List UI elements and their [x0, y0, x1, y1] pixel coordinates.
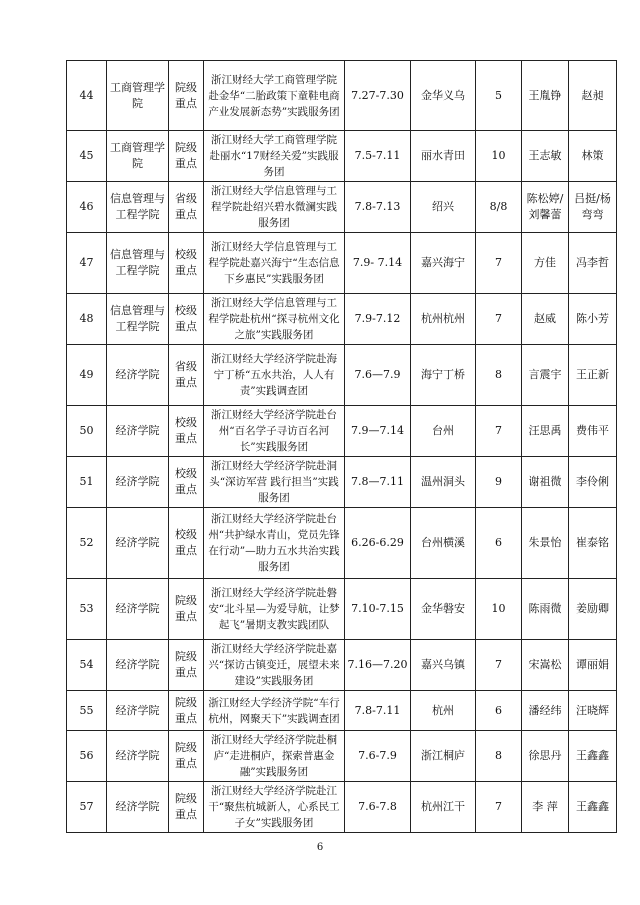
college-name-cell — [107, 508, 169, 579]
team-leader: 言震宇 — [528, 368, 562, 381]
project-title-cell — [204, 233, 345, 294]
team-leader-cell — [522, 731, 569, 782]
project-dates: 7.9- 7.14 — [352, 256, 403, 269]
row-number: 52 — [79, 536, 94, 549]
advisor-teacher: 林策 — [581, 149, 604, 162]
project-level: 校级重点 — [175, 248, 197, 277]
advisor-teacher-cell — [569, 294, 617, 345]
project-dates: 7.6—7.9 — [354, 368, 401, 381]
project-level-cell — [169, 233, 204, 294]
advisor-teacher-cell — [569, 131, 617, 182]
college-name: 经济学院 — [115, 368, 160, 381]
member-count-cell — [476, 61, 522, 131]
project-location-cell — [411, 508, 476, 579]
project-level: 院级重点 — [175, 80, 197, 110]
project-location: 丽水青田 — [421, 149, 465, 162]
project-location: 嘉兴乌镇 — [421, 658, 465, 671]
project-location: 金华磐安 — [421, 602, 465, 615]
project-location-cell — [411, 406, 476, 457]
row-number-cell — [67, 640, 107, 691]
advisor-teacher: 王鑫鑫 — [576, 800, 609, 813]
row-number-cell — [67, 508, 107, 579]
project-dates: 7.5-7.11 — [354, 149, 401, 162]
project-dates: 7.8—7.11 — [351, 475, 404, 488]
project-location: 金华义乌 — [421, 88, 465, 102]
member-count: 8/8 — [489, 200, 508, 213]
project-title: 浙江财经大学工商管理学院赴丽水“17财经关爱”实践服务团 — [209, 134, 339, 178]
college-name: 信息管理与工程学院 — [110, 248, 165, 277]
table-row — [67, 182, 617, 233]
project-location: 温州洞头 — [421, 475, 465, 488]
row-number: 51 — [79, 475, 94, 488]
project-location: 杭州杭州 — [421, 312, 465, 325]
row-number-cell — [67, 579, 107, 640]
row-number: 50 — [79, 424, 94, 437]
project-level-cell — [169, 457, 204, 508]
project-title: 浙江财经大学经济学院赴桐庐“走进桐庐，探索普惠金融”实践服务团 — [211, 734, 337, 778]
table-row — [67, 731, 617, 782]
member-count-cell — [476, 294, 522, 345]
row-number: 46 — [79, 200, 94, 213]
project-location: 杭州 — [432, 703, 454, 717]
project-level: 院级重点 — [175, 695, 197, 725]
row-number-cell — [67, 457, 107, 508]
table-row — [67, 508, 617, 579]
project-title-cell — [204, 294, 345, 345]
college-name-cell — [107, 61, 169, 131]
project-level-cell — [169, 61, 204, 131]
project-title-cell — [204, 782, 345, 833]
member-count-cell — [476, 579, 522, 640]
project-dates-cell — [345, 579, 411, 640]
team-leader-cell — [522, 457, 569, 508]
row-number: 55 — [79, 703, 94, 717]
project-location: 杭州江干 — [421, 800, 465, 813]
member-count: 10 — [491, 602, 506, 615]
project-dates-cell — [345, 294, 411, 345]
row-number-cell — [67, 131, 107, 182]
team-leader-cell — [522, 406, 569, 457]
row-number-cell — [67, 691, 107, 731]
project-title-cell — [204, 345, 345, 406]
project-table — [66, 60, 617, 833]
project-title-cell — [204, 131, 345, 182]
project-location-cell — [411, 731, 476, 782]
project-location-cell — [411, 782, 476, 833]
team-leader-cell — [522, 640, 569, 691]
team-leader-cell — [522, 233, 569, 294]
project-title-cell — [204, 508, 345, 579]
table-row — [67, 406, 617, 457]
row-number-cell — [67, 782, 107, 833]
project-level-cell — [169, 131, 204, 182]
advisor-teacher: 李伶俐 — [576, 475, 609, 488]
team-leader: 潘经纬 — [528, 703, 562, 717]
project-location: 绍兴 — [432, 200, 454, 213]
project-title-cell — [204, 731, 345, 782]
advisor-teacher-cell — [569, 345, 617, 406]
project-level: 院级重点 — [175, 650, 197, 679]
college-name-cell — [107, 294, 169, 345]
project-title-cell — [204, 579, 345, 640]
project-dates-cell — [345, 782, 411, 833]
table-body — [67, 61, 617, 833]
college-name: 经济学院 — [115, 800, 160, 813]
project-title-cell — [204, 691, 345, 731]
project-dates: 7.6-7.9 — [358, 749, 397, 762]
project-dates-cell — [345, 182, 411, 233]
member-count-cell — [476, 233, 522, 294]
project-location: 台州 — [432, 424, 454, 437]
advisor-teacher: 姜励卿 — [576, 602, 609, 615]
project-level: 校级重点 — [175, 304, 197, 333]
college-name: 经济学院 — [115, 658, 160, 671]
project-dates: 7.8-7.11 — [354, 703, 401, 717]
page-number: 6 — [316, 842, 324, 853]
member-count-cell — [476, 457, 522, 508]
project-dates-cell — [345, 131, 411, 182]
project-location-cell — [411, 233, 476, 294]
project-title: 浙江财经大学经济学院赴海宁丁桥“五水共治，人人有责”实践调查团 — [211, 353, 337, 397]
project-dates-cell — [345, 508, 411, 579]
table-row — [67, 233, 617, 294]
advisor-teacher-cell — [569, 640, 617, 691]
member-count: 7 — [495, 312, 502, 325]
member-count-cell — [476, 782, 522, 833]
member-count: 10 — [491, 149, 506, 162]
table-row — [67, 61, 617, 131]
project-title: 浙江财经大学经济学院赴嘉兴“探访古镇变迁，展望未来建设”实践服务团 — [208, 643, 340, 687]
project-location-cell — [411, 457, 476, 508]
team-leader-cell — [522, 782, 569, 833]
college-name-cell — [107, 579, 169, 640]
project-level-cell — [169, 691, 204, 731]
team-leader-cell — [522, 579, 569, 640]
project-title: 浙江财经大学信息管理与工程学院赴绍兴碧水微澜实践服务团 — [211, 185, 337, 229]
project-level-cell — [169, 294, 204, 345]
college-name: 工商管理学院 — [110, 80, 165, 110]
project-level: 院级重点 — [175, 792, 197, 821]
college-name-cell — [107, 131, 169, 182]
project-title: 浙江财经大学信息管理与工程学院赴嘉兴海宁“生态信息下乡惠民”实践服务团 — [208, 241, 340, 285]
project-level: 院级重点 — [175, 141, 197, 170]
advisor-teacher: 费伟平 — [576, 424, 609, 437]
project-dates-cell — [345, 457, 411, 508]
member-count: 9 — [495, 475, 502, 488]
project-dates: 7.6-7.8 — [358, 800, 397, 813]
project-title: 浙江财经大学经济学院赴磐安“北斗星—为爱导航，让梦起飞”暑期支教实践团队 — [208, 587, 340, 631]
table-row — [67, 345, 617, 406]
member-count: 8 — [495, 749, 502, 762]
project-title-cell — [204, 406, 345, 457]
team-leader: 王胤铮 — [528, 88, 562, 102]
project-level: 校级重点 — [175, 416, 197, 445]
member-count: 5 — [495, 88, 502, 102]
table-row — [67, 131, 617, 182]
member-count: 7 — [495, 800, 502, 813]
college-name: 经济学院 — [115, 536, 160, 549]
member-count: 7 — [495, 658, 502, 671]
project-location-cell — [411, 294, 476, 345]
member-count: 8 — [495, 368, 502, 381]
college-name: 工商管理学院 — [110, 141, 165, 170]
team-leader-cell — [522, 182, 569, 233]
team-leader: 汪思禹 — [528, 424, 562, 437]
row-number-cell — [67, 182, 107, 233]
project-title: 浙江财经大学工商管理学院赴金华“二胎政策下童鞋电商产业发展新态势”实践服务团 — [208, 73, 340, 118]
table-row — [67, 294, 617, 345]
project-location: 海宁丁桥 — [421, 368, 465, 381]
project-dates-cell — [345, 406, 411, 457]
project-dates-cell — [345, 691, 411, 731]
team-leader: 宋嵩松 — [528, 658, 562, 671]
project-level: 省级重点 — [175, 192, 197, 221]
row-number-cell — [67, 233, 107, 294]
team-leader-cell — [522, 294, 569, 345]
team-leader-cell — [522, 508, 569, 579]
project-location-cell — [411, 182, 476, 233]
team-leader-cell — [522, 61, 569, 131]
team-leader: 陈雨微 — [528, 602, 562, 615]
project-title: 浙江财经大学经济学院赴江干“聚焦杭城新人，心系民工子女”实践服务团 — [208, 785, 340, 829]
member-count: 7 — [495, 256, 502, 269]
project-dates: 7.16—7.20 — [347, 658, 408, 671]
college-name-cell — [107, 691, 169, 731]
project-level-cell — [169, 782, 204, 833]
table-row — [67, 691, 617, 731]
college-name-cell — [107, 782, 169, 833]
college-name: 经济学院 — [115, 703, 160, 717]
row-number-cell — [67, 345, 107, 406]
row-number-cell — [67, 61, 107, 131]
project-level-cell — [169, 579, 204, 640]
project-level: 院级重点 — [175, 741, 197, 770]
advisor-teacher-cell — [569, 731, 617, 782]
advisor-teacher-cell — [569, 406, 617, 457]
college-name: 经济学院 — [115, 749, 160, 762]
team-leader-cell — [522, 691, 569, 731]
college-name-cell — [107, 233, 169, 294]
project-level: 校级重点 — [175, 528, 197, 557]
project-location: 嘉兴海宁 — [421, 256, 465, 269]
team-leader: 陈松婷/刘馨蕾 — [526, 192, 564, 221]
team-leader: 朱景怡 — [528, 536, 562, 549]
member-count-cell — [476, 182, 522, 233]
member-count-cell — [476, 731, 522, 782]
project-dates-cell — [345, 345, 411, 406]
table-row — [67, 782, 617, 833]
project-dates: 6.26-6.29 — [351, 536, 404, 549]
advisor-teacher: 谭丽娟 — [576, 658, 609, 671]
team-leader: 谢祖微 — [528, 475, 562, 488]
college-name-cell — [107, 457, 169, 508]
project-title-cell — [204, 457, 345, 508]
project-level: 院级重点 — [175, 594, 197, 623]
team-leader-cell — [522, 345, 569, 406]
row-number: 49 — [79, 368, 94, 381]
advisor-teacher: 崔泰铭 — [576, 536, 609, 549]
table-row — [67, 457, 617, 508]
project-dates: 7.10-7.15 — [351, 602, 404, 615]
project-title: 浙江财经大学经济学院“车行杭州，网聚天下”实践调查团 — [208, 696, 340, 725]
advisor-teacher: 汪晓辉 — [576, 703, 609, 717]
project-level-cell — [169, 182, 204, 233]
project-title-cell — [204, 61, 345, 131]
college-name: 信息管理与工程学院 — [110, 192, 165, 221]
college-name-cell — [107, 182, 169, 233]
row-number-cell — [67, 294, 107, 345]
advisor-teacher: 王正新 — [576, 368, 609, 381]
advisor-teacher-cell — [569, 61, 617, 131]
college-name: 经济学院 — [115, 475, 160, 488]
team-leader: 王志敏 — [528, 149, 562, 162]
row-number: 48 — [79, 312, 94, 325]
table-row — [67, 579, 617, 640]
project-dates-cell — [345, 640, 411, 691]
row-number: 47 — [79, 256, 94, 269]
member-count: 7 — [495, 424, 502, 437]
advisor-teacher: 王鑫鑫 — [576, 749, 609, 762]
project-dates: 7.9—7.14 — [351, 424, 404, 437]
advisor-teacher: 吕挺/杨弯弯 — [574, 192, 611, 221]
college-name-cell — [107, 406, 169, 457]
member-count-cell — [476, 640, 522, 691]
row-number-cell — [67, 731, 107, 782]
college-name-cell — [107, 731, 169, 782]
project-level-cell — [169, 640, 204, 691]
member-count-cell — [476, 406, 522, 457]
member-count: 6 — [495, 703, 502, 717]
project-location: 浙江桐庐 — [421, 749, 465, 762]
team-leader: 徐思丹 — [528, 749, 562, 762]
team-leader-cell — [522, 131, 569, 182]
row-number: 57 — [79, 800, 94, 813]
member-count-cell — [476, 345, 522, 406]
project-title: 浙江财经大学经济学院赴台州“百名学子寻访百名河长”实践服务团 — [211, 409, 337, 453]
row-number: 45 — [79, 149, 94, 162]
project-title: 浙江财经大学信息管理与工程学院赴杭州“探寻杭州文化之旅”实践服务团 — [208, 297, 340, 341]
advisor-teacher-cell — [569, 457, 617, 508]
table-row — [67, 640, 617, 691]
college-name: 经济学院 — [115, 602, 160, 615]
college-name: 信息管理与工程学院 — [110, 304, 165, 333]
member-count-cell — [476, 131, 522, 182]
advisor-teacher-cell — [569, 579, 617, 640]
project-level-cell — [169, 508, 204, 579]
team-leader: 李 萍 — [532, 800, 558, 813]
project-dates: 7.27-7.30 — [351, 88, 404, 102]
project-dates-cell — [345, 731, 411, 782]
member-count-cell — [476, 691, 522, 731]
project-dates: 7.8-7.13 — [354, 200, 401, 213]
project-level: 省级重点 — [175, 360, 197, 389]
advisor-teacher-cell — [569, 233, 617, 294]
row-number: 44 — [79, 88, 94, 102]
project-level: 校级重点 — [175, 467, 197, 496]
project-level-cell — [169, 345, 204, 406]
project-location-cell — [411, 691, 476, 731]
row-number-cell — [67, 406, 107, 457]
project-title-cell — [204, 640, 345, 691]
member-count: 6 — [495, 536, 502, 549]
project-level-cell — [169, 406, 204, 457]
team-leader: 赵威 — [534, 312, 556, 325]
row-number: 54 — [79, 658, 94, 671]
project-location-cell — [411, 640, 476, 691]
project-location: 台州横溪 — [421, 536, 465, 549]
advisor-teacher-cell — [569, 508, 617, 579]
college-name-cell — [107, 345, 169, 406]
college-name-cell — [107, 640, 169, 691]
advisor-teacher: 陈小芳 — [576, 312, 609, 325]
project-level-cell — [169, 731, 204, 782]
college-name: 经济学院 — [115, 424, 160, 437]
project-table-wrapper — [66, 60, 616, 833]
row-number: 56 — [79, 749, 94, 762]
project-location-cell — [411, 345, 476, 406]
member-count-cell — [476, 508, 522, 579]
project-dates: 7.9-7.12 — [354, 312, 401, 325]
advisor-teacher-cell — [569, 691, 617, 731]
advisor-teacher-cell — [569, 182, 617, 233]
project-title: 浙江财经大学经济学院赴台州“共护绿水青山，党员先锋在行动”—助力五水共治实践服务团 — [208, 513, 340, 573]
row-number: 53 — [79, 602, 94, 615]
project-location-cell — [411, 131, 476, 182]
project-location-cell — [411, 579, 476, 640]
team-leader: 方佳 — [534, 256, 556, 269]
advisor-teacher: 冯李哲 — [576, 256, 609, 269]
project-location-cell — [411, 61, 476, 131]
project-title: 浙江财经大学经济学院赴洞头“深访军营 践行担当”实践服务团 — [209, 460, 339, 504]
project-dates-cell — [345, 61, 411, 131]
project-dates-cell — [345, 233, 411, 294]
advisor-teacher: 赵昶 — [581, 88, 604, 102]
project-title-cell — [204, 182, 345, 233]
advisor-teacher-cell — [569, 782, 617, 833]
